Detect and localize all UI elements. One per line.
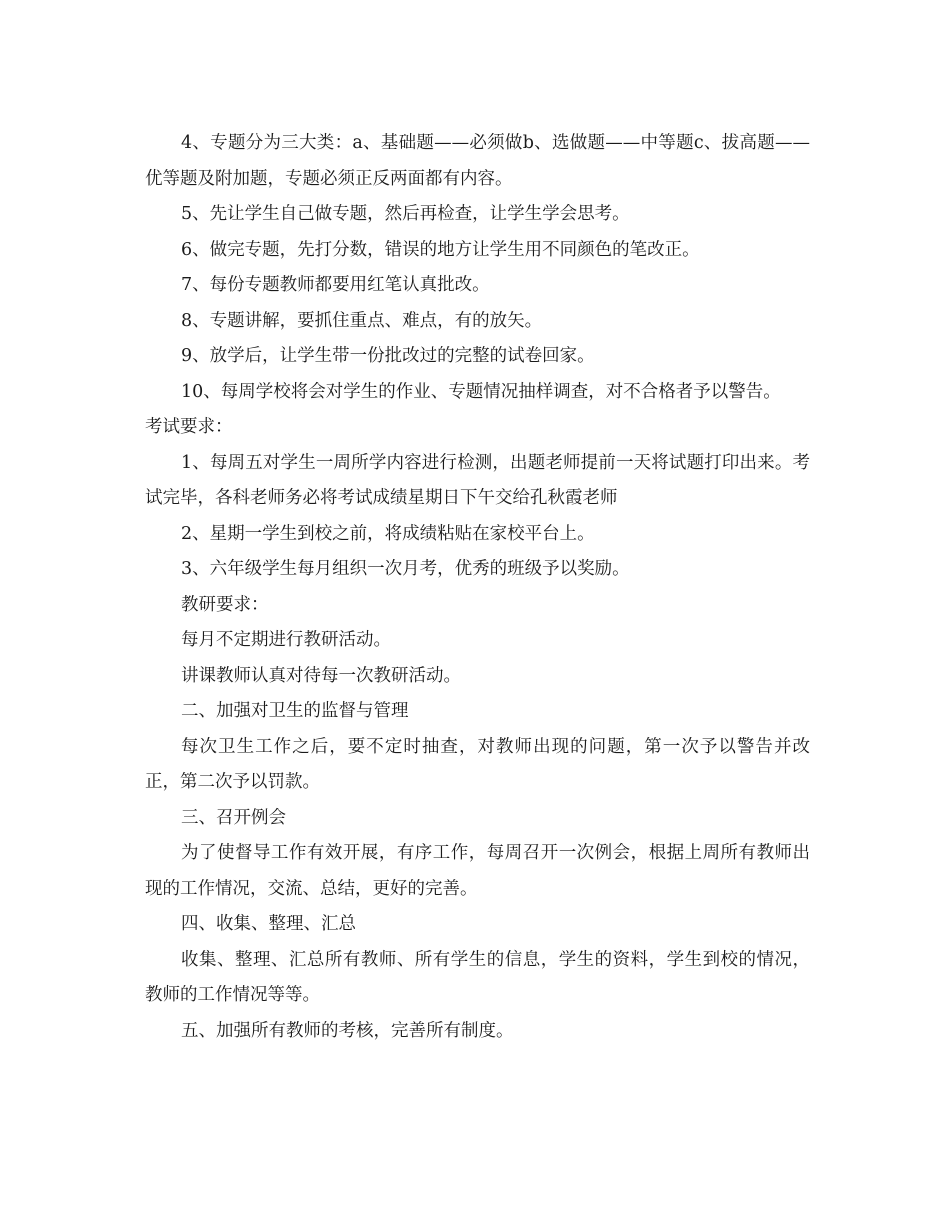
section-heading-collection: 四、收集、整理、汇总	[181, 914, 356, 934]
paragraph-item-7: 7、每份专题教师都要用红笔认真批改。	[181, 275, 490, 295]
paragraph-item-5: 5、先让学生自己做专题，然后再检查，让学生学会思考。	[181, 204, 630, 224]
section-heading-hygiene: 二、加强对卫生的监督与管理	[181, 701, 409, 721]
exam-item-2: 2、星期一学生到校之前，将成绩粘贴在家校平台上。	[181, 523, 595, 544]
section-heading-meetings: 三、召开例会	[181, 807, 286, 828]
meetings-paragraph: 为了使督导工作有效开展，有序工作，每周召开一次例会，根据上周所有教师出现的工作情况，交流、总结，更好的完善。	[145, 843, 810, 899]
paragraph-item-4: 4、专题分为三大类：a、基础题——必须做b、选做题——中等题c、拔高题——优等题及附加题，专题必须正反两面都有内容。	[145, 133, 810, 189]
section-heading-exam-requirements: 考试要求：	[145, 417, 233, 437]
paragraph-item-9: 9、放学后，让学生带一份批改过的完整的试卷回家。	[181, 346, 595, 366]
section-heading-assessment: 五、加强所有教师的考核，完善所有制度。	[181, 1020, 514, 1041]
hygiene-paragraph: 每次卫生工作之后，要不定时抽查，对教师出现的问题，第一次予以警告并改正，第二次予以罚款。	[145, 736, 810, 792]
exam-item-1: 1、每周五对学生一周所学内容进行检测，出题老师提前一天将试题打印出来。考试完毕，各科老师务必将考试成绩星期日下午交给孔秋霞老师	[145, 452, 810, 508]
document-body	[145, 126, 810, 1049]
exam-item-3: 3、六年级学生每月组织一次月考，优秀的班级予以奖励。	[181, 559, 630, 579]
paragraph-item-6: 6、做完专题，先打分数，错误的地方让学生用不同颜色的笔改正。	[181, 239, 700, 260]
research-item-2: 讲课教师认真对待每一次教研活动。	[181, 665, 461, 686]
paragraph-item-10: 10、每周学校将会对学生的作业、专题情况抽样调查，对不合格者予以警告。	[181, 381, 781, 402]
paragraph-item-8: 8、专题讲解，要抓住重点、难点，有的放矢。	[181, 310, 543, 331]
collection-paragraph: 收集、整理、汇总所有教师、所有学生的信息，学生的资料，学生到校的情况，教师的工作情况等等。	[145, 949, 810, 1005]
section-heading-research-requirements: 教研要求：	[181, 594, 269, 615]
research-item-1: 每月不定期进行教研活动。	[181, 630, 391, 650]
